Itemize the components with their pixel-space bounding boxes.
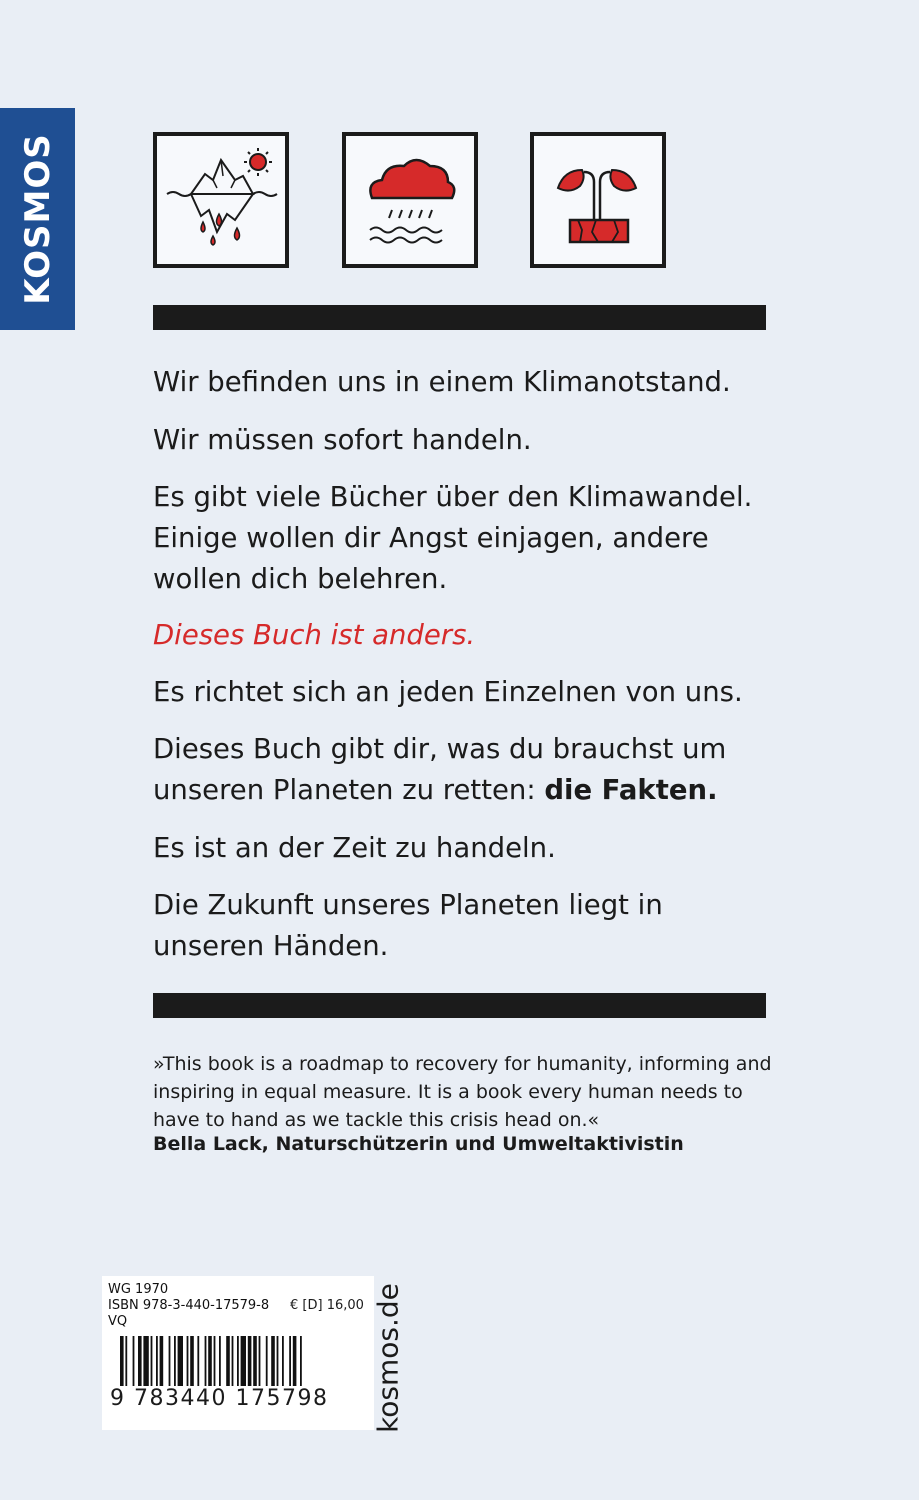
bold-emphasis: die Fakten. [544,774,718,806]
highlight-paragraph: Dieses Buch ist anders. [153,619,476,651]
body-paragraph: Es ist an der Zeit zu handeln. [153,832,556,864]
divider-bottom [153,993,766,1018]
price-text: € [D] 16,00 [290,1298,364,1313]
review-quote: »This book is a roadmap to recovery for humanity, informing and inspiring in equal measure. It is a book every human needs to have to hand as we tackle this crisis head on.« [153,1053,772,1131]
body-paragraph: Es gibt viele Bücher über den Klimawandel. Einige wollen dir Angst einjagen, andere wollen dich belehren. [153,481,753,595]
quote-attribution: Bella Lack, Naturschützerin und Umweltaktivistin [153,1133,684,1155]
publisher-name: KOSMOS [17,133,58,305]
barcode-digits: 9 783440 175798 [110,1386,329,1411]
melting-iceberg-icon [153,132,289,268]
body-paragraph: Wir befinden uns in einem Klimanotstand. [153,366,731,398]
body-text: Dieses Buch gibt dir, was du brauchst um unseren Planeten zu retten: [153,733,727,806]
wilting-plant-icon [530,132,666,268]
website-label: kosmos.de [371,1283,405,1433]
divider-top [153,305,766,330]
publisher-website[interactable] [365,1283,411,1433]
barcode-label [102,1276,374,1430]
body-paragraph: Es richtet sich an jeden Einzelnen von uns. [153,676,743,708]
vq-code: VQ [108,1314,128,1329]
isbn-text: ISBN 978-3-440-17579-8 [108,1298,270,1313]
publisher-logo [0,108,75,330]
body-paragraph [153,729,773,811]
wg-code: WG 1970 [108,1282,169,1297]
body-paragraph: Die Zukunft unseres Planeten liegt in unseren Händen. [153,889,663,962]
rain-cloud-icon [342,132,478,268]
body-paragraph: Wir müssen sofort handeln. [153,424,532,456]
